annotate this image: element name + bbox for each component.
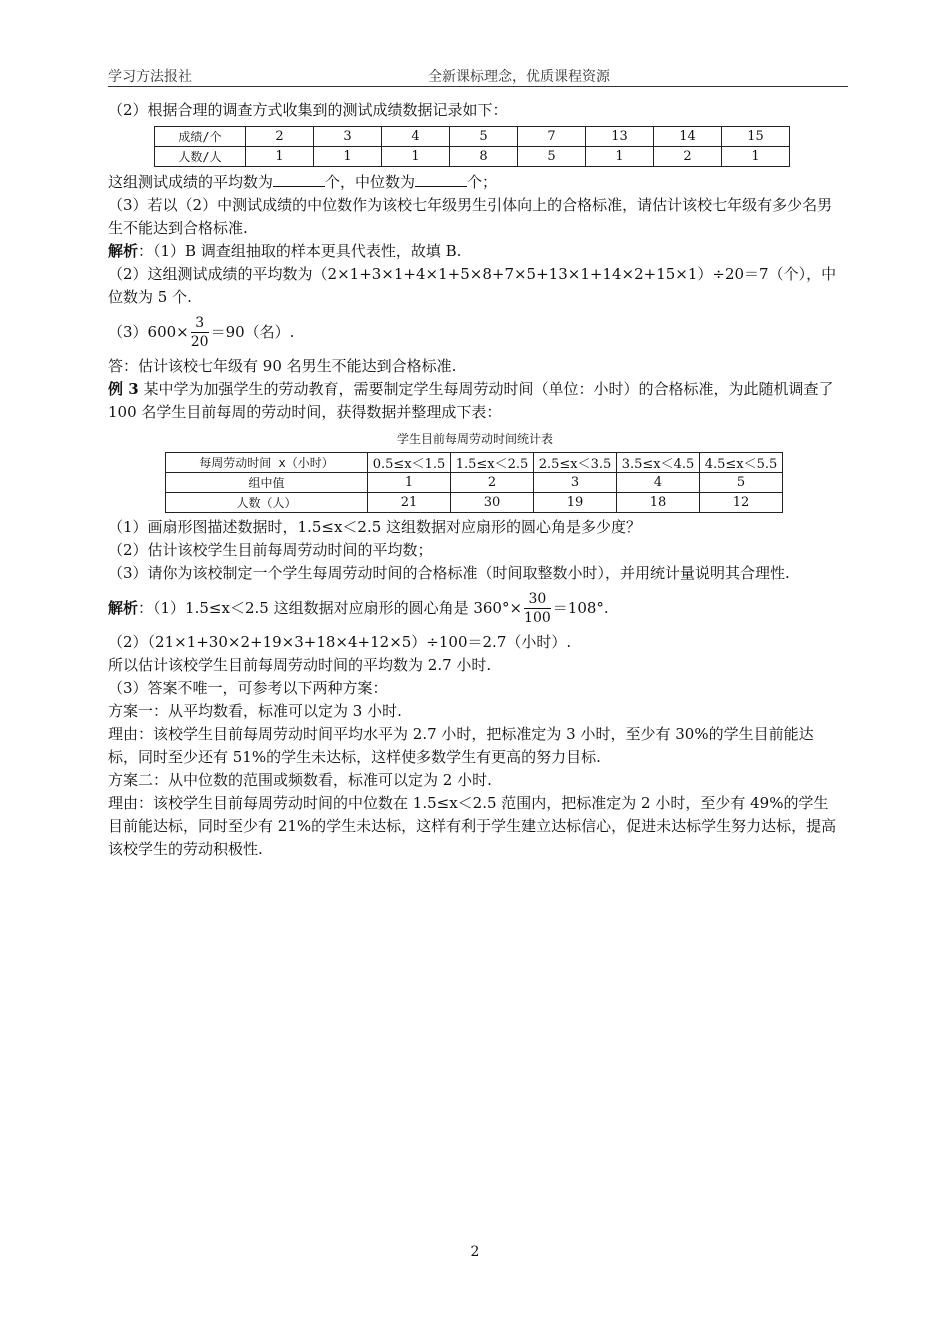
solution-part1-post: ＝108°.: [552, 599, 609, 617]
table-cell: 8: [450, 147, 518, 167]
table-row: [166, 473, 783, 493]
solution-part1: [108, 585, 842, 631]
table-cell: 1: [246, 147, 314, 167]
document-body: [108, 99, 842, 861]
answer-conclusion: 答：估计该校七年级有 90 名男生不能达到合格标准.: [108, 357, 457, 375]
table-cell: 1: [314, 147, 382, 167]
table-cell: 5: [518, 147, 586, 167]
table-cell: 2: [246, 127, 314, 147]
fraction: [524, 591, 551, 628]
q2-text-b: 个，中位数为: [325, 173, 416, 191]
table-cell: 21: [368, 493, 451, 513]
table-cell: 3: [314, 127, 382, 147]
fraction-denominator: 20: [190, 333, 209, 350]
page-header: [108, 66, 848, 87]
table-cell: 19: [534, 493, 617, 513]
table-cell: 13: [586, 127, 654, 147]
solution-label: 解析: [108, 599, 139, 617]
table-cell: 1: [586, 147, 654, 167]
table-cell: 1.5≤x＜2.5: [451, 453, 534, 473]
labor-time-table: [165, 452, 783, 513]
header-publisher: 学习方法报社: [108, 69, 192, 85]
answer-blank: [273, 172, 325, 187]
plan-two-reason: 理由：该校学生目前每周劳动时间的中位数在 1.5≤x＜2.5 范围内，把标准定为 2 小时，至少有 49%的学生目前能达标，同时至少有 21%的学生未达标，这样有利于学生建立达标信心，促进未达标学生努力达标，提高该校学生的劳动积极性.: [108, 794, 837, 858]
table-cell: 0.5≤x＜1.5: [368, 453, 451, 473]
q2-text-a: 这组测试成绩的平均数为: [108, 173, 274, 191]
solution-part3: （3）答案不唯一，可参考以下两种方案：: [108, 679, 388, 697]
q3-question: （3）若以（2）中测试成绩的中位数作为该校七年级男生引体向上的合格标准，请估计该校七年级有多少名男生不能达到合格标准.: [108, 196, 833, 237]
table-row: [166, 453, 783, 473]
table-cell: 3.5≤x＜4.5: [617, 453, 700, 473]
answer-part2: （2）这组测试成绩的平均数为（2×1+3×1+4×1+5×8+7×5+13×1+14×2+15×1）÷20＝7（个），中位数为 5 个.: [108, 265, 837, 306]
example3-q2: （2）估计该校学生目前每周劳动时间的平均数；: [108, 541, 433, 559]
answer-part1-text: ：（1）B 调查组抽取的样本更具代表性，故填 B.: [138, 242, 462, 260]
answer-part3: [108, 309, 842, 355]
table-cell: 14: [654, 127, 722, 147]
table-header-cell: 组中值: [166, 473, 368, 493]
solution-part2-conclusion: 所以估计该校学生目前每周劳动时间的平均数为 2.7 小时.: [108, 656, 492, 674]
table-cell: 2: [654, 147, 722, 167]
answer-part1: [108, 240, 842, 263]
fraction: [191, 315, 209, 352]
fraction-denominator: 100: [524, 609, 551, 626]
plan-one-reason: 理由：该校学生目前每周劳动时间平均水平为 2.7 小时，把标准定为 3 小时，至少有 30%的学生目前能达标，同时至少还有 51%的学生未达标，这样使多数学生有更高的努力目标.: [108, 725, 814, 766]
table-cell: 5: [450, 127, 518, 147]
page-number: 2: [470, 1244, 480, 1260]
table-cell: 4.5≤x＜5.5: [700, 453, 783, 473]
table-cell: 1: [368, 473, 451, 493]
table-cell: 3: [534, 473, 617, 493]
table-cell: 1: [382, 147, 450, 167]
table-header-cell: 人数/人: [155, 147, 246, 167]
table-cell: 4: [382, 127, 450, 147]
table-row: [155, 127, 790, 147]
solution-part1-pre: ：（1）1.5≤x＜2.5 这组数据对应扇形的圆心角是 360°×: [138, 599, 523, 617]
fraction-numerator: 3: [191, 315, 209, 333]
table-cell: 12: [700, 493, 783, 513]
table-row: [155, 147, 790, 167]
table-cell: 15: [722, 127, 790, 147]
table-cell: 1: [722, 147, 790, 167]
table-cell: 4: [617, 473, 700, 493]
answer-part3-post: ＝90（名）.: [210, 323, 295, 341]
table-cell: 2.5≤x＜3.5: [534, 453, 617, 473]
table-cell: 2: [451, 473, 534, 493]
answer-label: 解析: [108, 242, 139, 260]
solution-part2: （2）（21×1+30×2+19×3+18×4+12×5）÷100＝2.7（小时）.: [108, 633, 572, 651]
answer-blank: [415, 172, 467, 187]
table-row: [166, 493, 783, 513]
table-caption: 学生目前每周劳动时间统计表: [396, 432, 553, 446]
table-cell: 7: [518, 127, 586, 147]
q2-intro: （2）根据合理的调查方式收集到的测试成绩数据记录如下：: [108, 101, 508, 119]
table-cell: 30: [451, 493, 534, 513]
example3-prompt: [108, 378, 842, 424]
table-header-cell: 成绩/个: [155, 127, 246, 147]
q2-text-c: 个；: [467, 173, 498, 191]
plan-one: 方案一：从平均数看，标准可以定为 3 小时.: [108, 702, 402, 720]
example3-q1: （1）画扇形图描述数据时，1.5≤x＜2.5 这组数据对应扇形的圆心角是多少度？: [108, 518, 642, 536]
table-cell: 5: [700, 473, 783, 493]
plan-two: 方案二：从中位数的范围或频数看，标准可以定为 2 小时.: [108, 771, 492, 789]
example3-text: 某中学为加强学生的劳动教育，需要制定学生每周劳动时间（单位：小时）的合格标准，为此随机调查了 100 名学生目前每周的劳动时间，获得数据并整理成下表：: [108, 380, 834, 421]
q2-question: [108, 171, 842, 194]
header-slogan: 全新课标理念，优质课程资源: [428, 69, 610, 85]
answer-part3-pre: （3）600×: [108, 323, 189, 341]
score-table: [154, 126, 790, 167]
example3-label: 例 3: [108, 380, 139, 398]
example3-q3: （3）请你为该校制定一个学生每周劳动时间的合格标准（时间取整数小时），并用统计量说明其合理性.: [108, 564, 790, 582]
table-header-cell: 人数（人）: [166, 493, 368, 513]
fraction-numerator: 30: [524, 591, 551, 609]
table-cell: 18: [617, 493, 700, 513]
table-header-cell: 每周劳动时间 x（小时）: [166, 453, 368, 473]
